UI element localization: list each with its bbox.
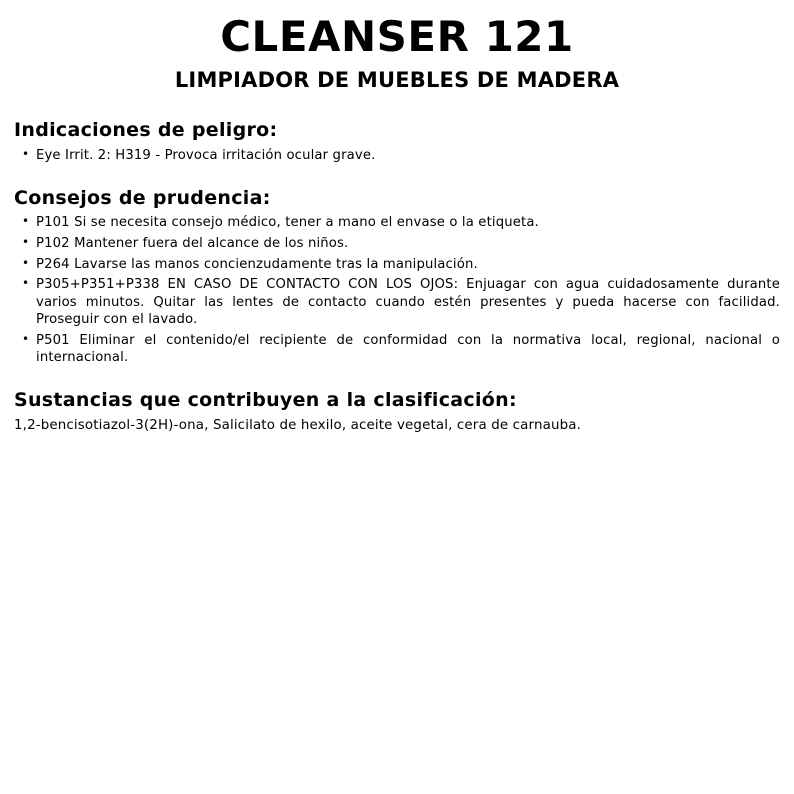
product-title: CLEANSER 121 <box>220 12 574 61</box>
contributing-substances-text: 1,2-bencisotiazol-3(2H)-ona, Salicilato de hexilo, aceite vegetal, cera de carnauba. <box>14 417 582 433</box>
product-subtitle: LIMPIADOR DE MUEBLES DE MADERA <box>174 68 620 93</box>
list-item: • Eye Irrit. 2: H319 - Provoca irritación ocular grave. <box>14 147 780 165</box>
hazard-statements-section <box>14 119 780 164</box>
list-item: • P305+P351+P338 EN CASO DE CONTACTO CON LOS OJOS: Enjuagar con agua cuidadosamente durante varios minutos. Quitar las lentes de contacto cuando estén presentes y pueda hacerse con facilidad. Proseguir con el lavado. <box>14 276 780 329</box>
precautionary-statements-heading: Consejos de prudencia: <box>14 186 271 209</box>
contributing-substances-heading: Sustancias que contribuyen a la clasificación: <box>14 388 517 411</box>
hazard-statements-list <box>14 147 780 165</box>
hazard-statements-heading: Indicaciones de peligro: <box>14 119 278 142</box>
list-item: • P501 Eliminar el contenido/el recipiente de conformidad con la normativa local, regional, nacional o internacional. <box>14 332 780 367</box>
contributing-substances-section <box>14 389 780 435</box>
list-item: • P102 Mantener fuera del alcance de los niños. <box>14 235 780 253</box>
precautionary-statements-list <box>14 214 780 366</box>
precautionary-statements-section <box>14 187 780 367</box>
list-item: • P264 Lavarse las manos concienzudamente tras la manipulación. <box>14 256 780 274</box>
list-item: • P101 Si se necesita consejo médico, tener a mano el envase o la etiqueta. <box>14 214 780 232</box>
